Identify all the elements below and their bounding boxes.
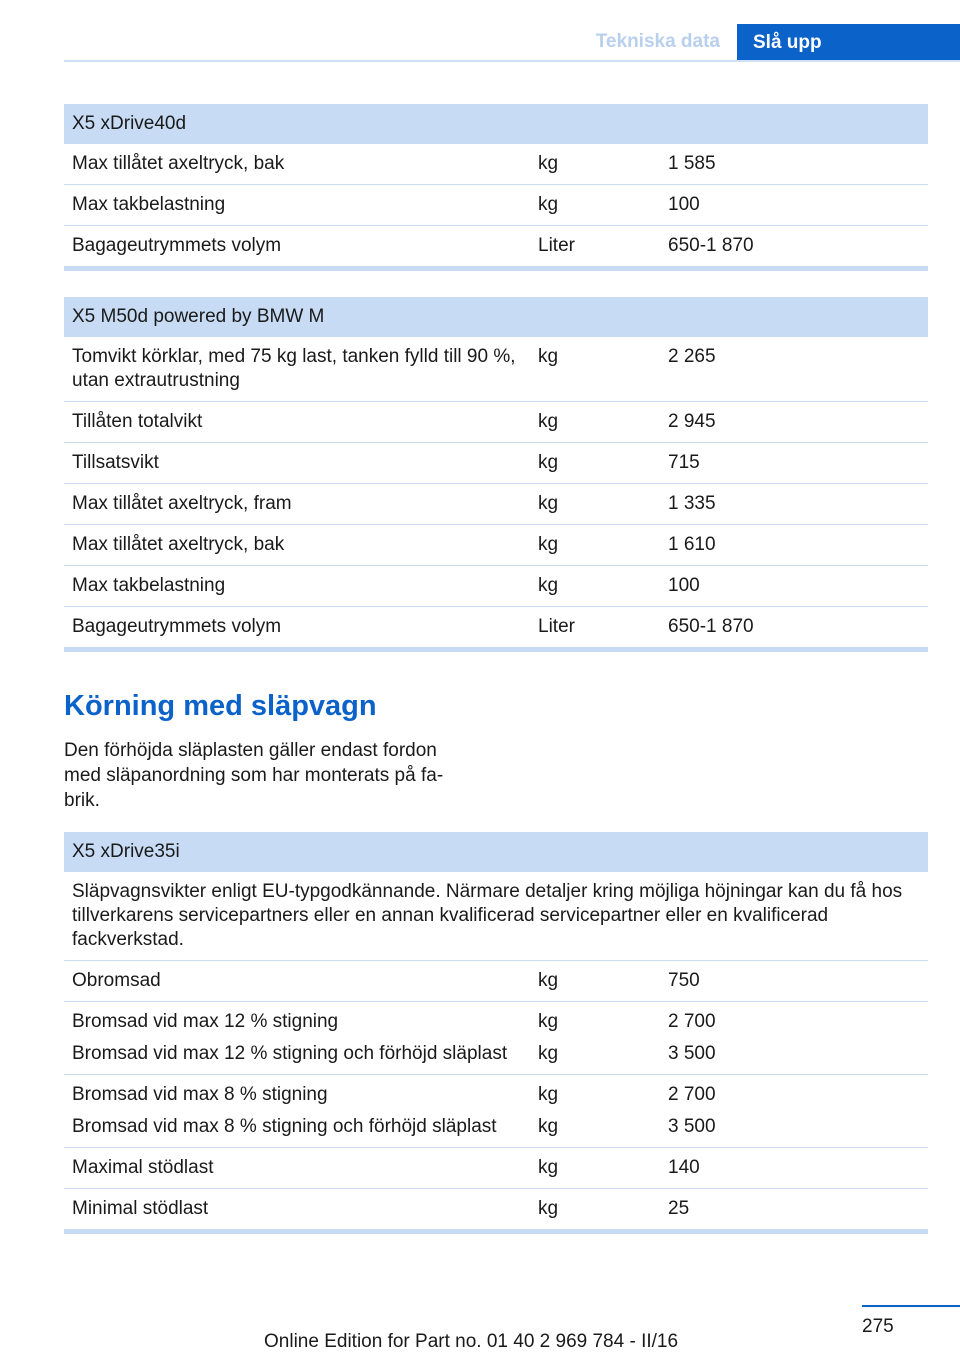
- row-unit: kg: [538, 153, 559, 174]
- row-label: Bagageutrymmets volym: [72, 616, 282, 637]
- row-label: Tillsatsvikt: [72, 452, 159, 473]
- row-label: Maximal stödlast: [72, 1157, 214, 1178]
- row-unit: kg: [538, 1198, 559, 1219]
- page-number: 275: [862, 1316, 894, 1337]
- row-label: Bromsad vid max 8 % stigning: [72, 1084, 328, 1105]
- row-unit: kg: [538, 1157, 559, 1178]
- table-title: X5 xDrive40d: [64, 104, 928, 144]
- row-value-group: [668, 1010, 928, 1066]
- row-value: 1 610: [668, 534, 716, 555]
- row-label: Bagageutrymmets volym: [72, 235, 282, 256]
- row-label: Tomvikt körklar, med 75 kg last, tanken fylld till 90 %, utan extrautrustning: [72, 346, 516, 391]
- row-value: 1 335: [668, 493, 716, 514]
- row-value: 2 700: [668, 1011, 716, 1032]
- table-row: [64, 1075, 928, 1148]
- table-title: X5 xDrive35i: [64, 832, 928, 872]
- row-unit: kg: [538, 534, 559, 555]
- table-row: [64, 961, 928, 1002]
- row-unit: Liter: [538, 616, 575, 637]
- row-label: Max tillåtet axeltryck, fram: [72, 493, 292, 514]
- row-unit: kg: [538, 452, 559, 473]
- row-label: Obromsad: [72, 970, 161, 991]
- header-divider: [64, 60, 960, 62]
- row-value: 750: [668, 970, 700, 991]
- table-row: [64, 1189, 928, 1234]
- row-label-group: [64, 1083, 538, 1139]
- table-row: [64, 607, 928, 652]
- table-row: [64, 226, 928, 271]
- row-value: 140: [668, 1157, 700, 1178]
- row-value: 2 700: [668, 1084, 716, 1105]
- section-text: Den förhöjda släplasten gäller endast fordon med släpanordning som har monterats på fa‐brik.: [64, 740, 444, 811]
- row-label: Minimal stödlast: [72, 1198, 209, 1219]
- section-title: Körning med släpvagn: [64, 690, 377, 722]
- row-value: 715: [668, 452, 700, 473]
- table-row: [64, 566, 928, 607]
- row-label-group: [64, 1010, 538, 1066]
- row-label: Max tillåtet axeltryck, bak: [72, 534, 285, 555]
- row-unit: kg: [538, 1084, 559, 1105]
- table-note: Släpvagnsvikter enligt EU-typgodkännande. Närmare detaljer kring möjliga höjningar kan du få hos tillverkarens servicepartners eller en annan kvalificerad servicepartner eller en kvalificerad fackverkstad.: [72, 881, 903, 950]
- row-unit: kg: [538, 194, 559, 215]
- row-value: 650-1 870: [668, 616, 754, 637]
- row-value: 650-1 870: [668, 235, 754, 256]
- page-number-rule: [862, 1305, 960, 1307]
- row-value: 25: [668, 1198, 690, 1219]
- table-row: [64, 525, 928, 566]
- table-title: X5 M50d powered by BMW M: [64, 297, 928, 337]
- row-label: Max tillåtet axeltryck, bak: [72, 153, 285, 174]
- row-unit: kg: [538, 1116, 559, 1137]
- row-value: 3 500: [668, 1043, 716, 1064]
- row-unit: Liter: [538, 235, 575, 256]
- row-label: Bromsad vid max 12 % stigning och förhöjd släplast: [72, 1043, 508, 1064]
- header-section-title: Tekniska data: [595, 31, 720, 52]
- row-value: 100: [668, 194, 700, 215]
- row-unit: kg: [538, 346, 559, 367]
- row-unit: kg: [538, 493, 559, 514]
- row-unit-group: [538, 1083, 668, 1139]
- row-label: Max takbelastning: [72, 194, 226, 215]
- row-unit: kg: [538, 411, 559, 432]
- row-unit: kg: [538, 970, 559, 991]
- table-row: [64, 1002, 928, 1075]
- table-row: [64, 185, 928, 226]
- row-unit-group: [538, 1010, 668, 1066]
- table-row: [64, 443, 928, 484]
- header-tab[interactable]: Slå upp: [737, 24, 960, 62]
- row-value: 2 945: [668, 411, 716, 432]
- table-row: [64, 1148, 928, 1189]
- table-note-row: [64, 872, 928, 961]
- row-unit: kg: [538, 1011, 559, 1032]
- row-value: 100: [668, 575, 700, 596]
- row-value: 3 500: [668, 1116, 716, 1137]
- row-unit: kg: [538, 575, 559, 596]
- table-row: [64, 144, 928, 185]
- row-unit: kg: [538, 1043, 559, 1064]
- row-label: Bromsad vid max 8 % stigning och förhöjd släplast: [72, 1116, 497, 1137]
- row-label: Bromsad vid max 12 % stigning: [72, 1011, 339, 1032]
- edition-footer: Online Edition for Part no. 01 40 2 969 784 - II/16: [264, 1331, 679, 1352]
- table-x5-xdrive35i: [64, 832, 928, 1234]
- table-row: [64, 484, 928, 525]
- table-row: [64, 337, 928, 402]
- row-value: 2 265: [668, 346, 716, 367]
- table-x5-m50d: [64, 297, 928, 652]
- row-label: Tillåten totalvikt: [72, 411, 203, 432]
- table-row: [64, 402, 928, 443]
- row-value-group: [668, 1083, 928, 1139]
- row-value: 1 585: [668, 153, 716, 174]
- page-header: [0, 24, 960, 62]
- row-label: Max takbelastning: [72, 575, 226, 596]
- table-x5-xdrive40d: [64, 104, 928, 271]
